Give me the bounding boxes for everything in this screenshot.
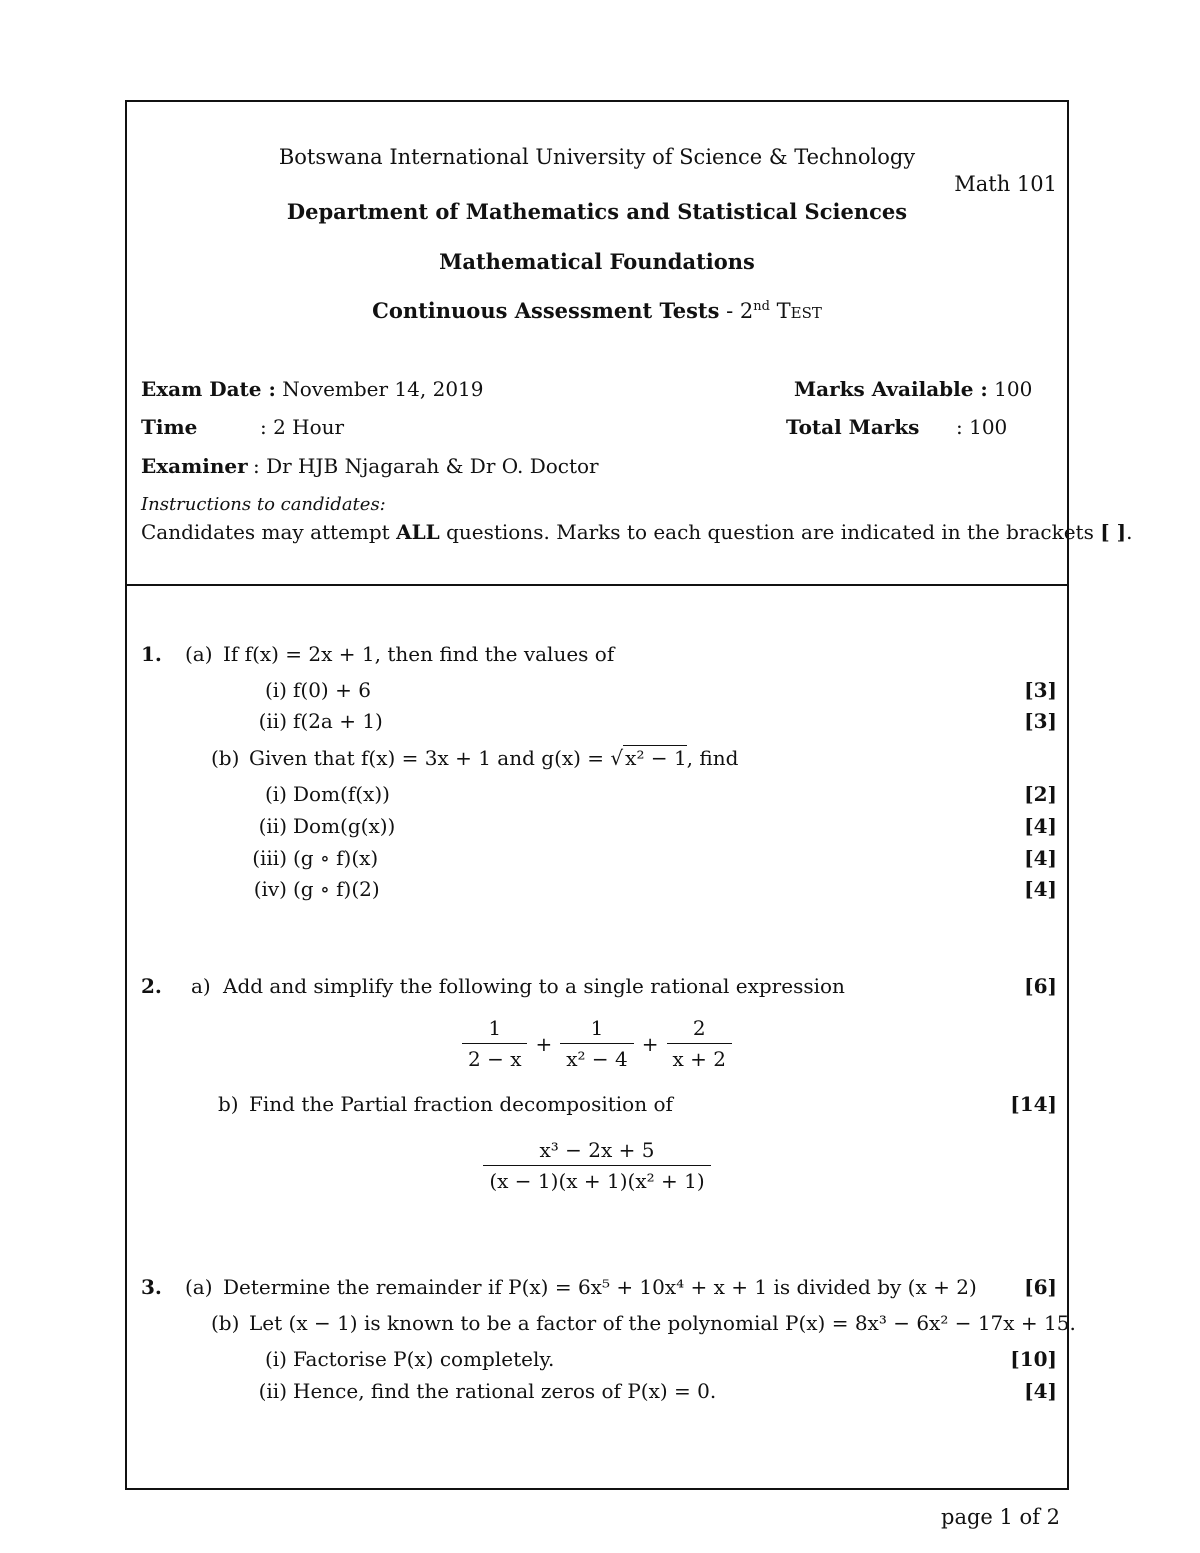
q3b-item-mark: [10] xyxy=(1010,1347,1057,1371)
q3b-item-text: Factorise P(x) completely. xyxy=(293,1347,555,1371)
marks-available-value: 100 xyxy=(994,377,1033,401)
q3-number: 3. xyxy=(141,1275,162,1299)
fraction-denominator: 2 − x xyxy=(468,1047,522,1071)
course-code: Math 101 xyxy=(954,172,1057,196)
q3a-mark: [6] xyxy=(1024,1275,1057,1299)
instructions-label: Instructions to candidates: xyxy=(141,494,386,515)
q1b-item-mark: [2] xyxy=(1024,782,1057,806)
q1b-text xyxy=(249,746,738,770)
q3a-text: Determine the remainder if P(x) = 6x⁵ + 10x⁴ + x + 1 is divided by (x + 2) xyxy=(223,1275,977,1299)
q1b-item-text: Dom(g(x)) xyxy=(293,814,396,838)
q1a-item-label: (ii) xyxy=(258,709,287,733)
examiner-label: Examiner xyxy=(141,454,248,478)
q1b-item-label: (ii) xyxy=(258,814,287,838)
fraction xyxy=(483,1138,710,1193)
q1b-text-pre: Given that f(x) = 3x + 1 and g(x) = √ xyxy=(249,746,624,770)
test-title-sup: nd xyxy=(753,299,770,314)
header-divider xyxy=(127,584,1067,586)
instructions-post: questions. Marks to each question are indicated in the brackets xyxy=(446,520,1094,544)
department-name: Department of Mathematics and Statistical Sciences xyxy=(286,199,908,224)
q1a-item-text: f(2a + 1) xyxy=(293,709,383,733)
q1b-text-radicand: x² − 1 xyxy=(625,746,687,770)
q2-number: 2. xyxy=(141,974,162,998)
instructions-brackets: [ ] xyxy=(1100,520,1127,544)
fraction-numerator: 1 xyxy=(462,1016,527,1044)
q1b-item-mark: [4] xyxy=(1024,846,1057,870)
plus-sign: + xyxy=(535,1031,553,1056)
q3b-item-label: (ii) xyxy=(258,1379,287,1403)
q1a-item-text: f(0) + 6 xyxy=(293,678,371,702)
instructions-text xyxy=(141,520,1132,544)
marks-available xyxy=(794,377,1032,401)
q1-number: 1. xyxy=(141,642,162,666)
exam-date-label: Exam Date : xyxy=(141,377,276,401)
q3b-text: Let (x − 1) is known to be a factor of the polynomial P(x) = 8x³ − 6x² − 17x + 15. xyxy=(249,1311,1076,1335)
fraction xyxy=(667,1016,732,1071)
q1a-item-mark: [3] xyxy=(1024,678,1057,702)
q3b-item-mark: [4] xyxy=(1024,1379,1057,1403)
fraction xyxy=(560,1016,634,1071)
q3b-item-text: Hence, find the rational zeros of P(x) = 0. xyxy=(293,1379,717,1403)
course-title: Mathematical Foundations xyxy=(439,249,755,274)
examiner-value: : Dr HJB Njagarah & Dr O. Doctor xyxy=(253,454,599,478)
q1b-item-label: (i) xyxy=(264,782,287,806)
exam-date-value: November 14, 2019 xyxy=(282,377,484,401)
instructions-all: ALL xyxy=(396,520,440,544)
fraction-denominator: x + 2 xyxy=(672,1047,726,1071)
q1a-item-label: (i) xyxy=(264,678,287,702)
fraction-denominator: x² − 4 xyxy=(566,1047,628,1071)
fraction-numerator: 2 xyxy=(667,1016,732,1044)
q1b-text-post: , find xyxy=(686,746,739,770)
q1b-item-label: (iv) xyxy=(253,877,287,901)
q1a-item-mark: [3] xyxy=(1024,709,1057,733)
q1b-item-mark: [4] xyxy=(1024,814,1057,838)
q1b-item-mark: [4] xyxy=(1024,877,1057,901)
fraction-numerator: x³ − 2x + 5 xyxy=(483,1138,710,1166)
q2b-text: Find the Partial fraction decomposition of xyxy=(249,1092,673,1116)
exam-date xyxy=(141,377,484,401)
q2b-label: b) xyxy=(218,1092,239,1116)
q3a-label: (a) xyxy=(185,1275,213,1299)
time-value: : 2 Hour xyxy=(260,415,345,439)
fraction xyxy=(462,1016,527,1071)
q3b-item-label: (i) xyxy=(264,1347,287,1371)
test-title xyxy=(127,298,1067,323)
q1b-label: (b) xyxy=(211,746,240,770)
q1b-item-label: (iii) xyxy=(252,846,287,870)
q2a-expression xyxy=(127,1016,1067,1071)
q2b-expression xyxy=(127,1138,1067,1193)
q2a-mark: [6] xyxy=(1024,974,1057,998)
test-title-end: Test xyxy=(769,299,822,323)
plus-sign: + xyxy=(641,1031,659,1056)
exam-paper-frame xyxy=(125,100,1133,1490)
fraction-numerator: 1 xyxy=(560,1016,634,1044)
q2a-text: Add and simplify the following to a single rational expression xyxy=(223,974,845,998)
fraction-denominator: (x − 1)(x + 1)(x² + 1) xyxy=(489,1169,705,1193)
total-marks-value: : 100 xyxy=(956,415,1008,439)
q2b-mark: [14] xyxy=(1010,1092,1057,1116)
q3b-label: (b) xyxy=(211,1311,240,1335)
total-marks-label: Total Marks xyxy=(786,415,920,439)
instructions-pre: Candidates may attempt xyxy=(141,520,390,544)
q1b-item-text: Dom(f(x)) xyxy=(293,782,390,806)
test-title-main: Continuous Assessment Tests xyxy=(372,298,720,323)
time-label: Time xyxy=(141,415,198,439)
page-number: page 1 of 2 xyxy=(941,1505,1060,1529)
q1b-item-text: (g ∘ f)(x) xyxy=(293,846,379,870)
marks-available-label: Marks Available : xyxy=(794,377,988,401)
q2a-label: a) xyxy=(191,974,211,998)
q1a-text: If f(x) = 2x + 1, then find the values of xyxy=(223,642,615,666)
q1b-item-text: (g ∘ f)(2) xyxy=(293,877,380,901)
university-name: Botswana International University of Science & Technology xyxy=(278,145,916,169)
instructions-end: . xyxy=(1126,520,1133,544)
q1a-label: (a) xyxy=(185,642,213,666)
test-title-sep: - 2 xyxy=(719,299,754,323)
